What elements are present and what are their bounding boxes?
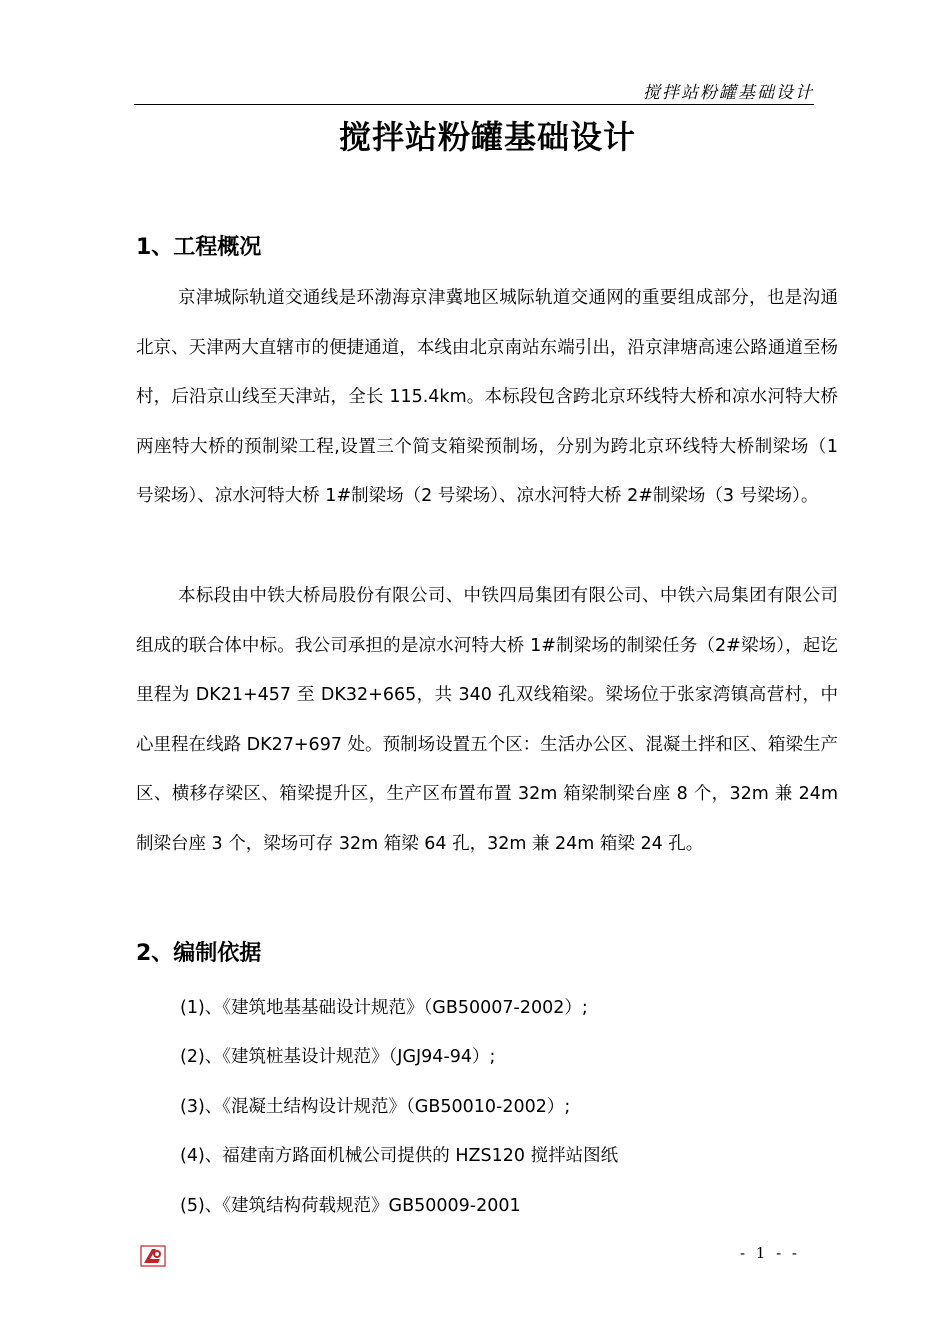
basis-item-5: (5)、《建筑结构荷载规范》GB50009-2001 (180, 1196, 521, 1216)
basis-item-4: (4)、福建南方路面机械公司提供的 HZS120 搅拌站图纸 (180, 1146, 619, 1166)
page-number: - 1 - - (739, 1244, 800, 1262)
basis-item-2: (2)、《建筑桩基设计规范》（JGJ94-94）; (180, 1047, 496, 1067)
section-heading-basis: 2、编制依据 (136, 941, 262, 966)
company-logo-icon (140, 1245, 166, 1267)
section-heading-overview: 1、工程概况 (136, 235, 262, 260)
page-title: 搅拌站粉罐基础设计 (338, 118, 636, 156)
header-rule (134, 104, 814, 105)
basis-item-3: (3)、《混凝土结构设计规范》（GB50010-2002）; (180, 1097, 571, 1117)
running-header: 搅拌站粉罐基础设计 (643, 83, 814, 103)
overview-paragraph-1: 京津城际轨道交通线是环渤海京津冀地区城际轨道交通网的重要组成部分，也是沟通北京、天津两大直辖市的便捷通道，本线由北京南站东端引出，沿京津塘高速公路通道至杨村，后沿京山线至天津站，全长 115.4km。本标段包含跨北京环线特大桥和凉水河特大桥两座特大桥的预制梁工程,设置三个简支箱梁预制场，分别为跨北京环线特大桥制梁场（1 号梁场）、凉水河特大桥 1#制梁场（2 号梁场）、凉水河特大桥 2#制梁场（3 号梁场）。 (136, 288, 838, 507)
overview-paragraph-2: 本标段由中铁大桥局股份有限公司、中铁四局集团有限公司、中铁六局集团有限公司组成的联合体中标。我公司承担的是凉水河特大桥 1#制梁场的制梁任务（2#梁场），起讫里程为 DK21+457 至 DK32+665，共 340 孔双线箱梁。梁场位于张家湾镇高营村，中心里程在线路 DK27+697 处。预制场设置五个区：生活办公区、混凝土拌和区、箱梁生产区、横移存梁区、箱梁提升区，生产区布置布置 32m 箱梁制梁台座 8 个，32m 兼 24m 制梁台座 3 个，梁场可存 32m 箱梁 64 孔，32m 兼 24m 箱梁 24 孔。 (136, 586, 838, 854)
basis-item-1: (1)、《建筑地基基础设计规范》（GB50007-2002）; (180, 998, 588, 1018)
